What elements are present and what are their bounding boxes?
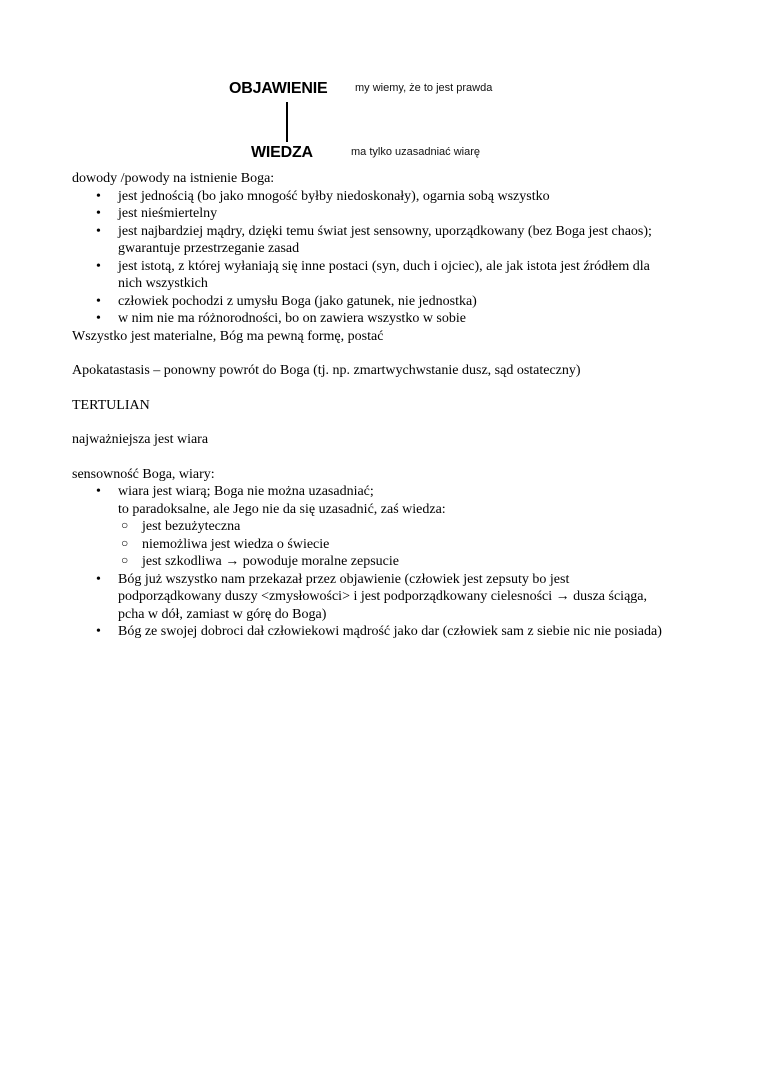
- list-item: • jest nieśmiertelny: [96, 206, 218, 221]
- bullet-icon: •: [96, 188, 101, 204]
- section2-list: [72, 483, 672, 641]
- bullet-icon: •: [96, 223, 101, 239]
- bullet-icon: •: [96, 258, 101, 274]
- bullet-icon: •: [96, 206, 101, 221]
- tertulian-line: najważniejsza jest wiara: [72, 432, 209, 447]
- circle-bullet-icon: ○: [121, 535, 129, 550]
- bullet-icon: •: [96, 293, 101, 309]
- circle-bullet-icon: ○: [121, 553, 129, 567]
- bullet-icon: •: [96, 571, 101, 587]
- section2-sublist: [118, 518, 672, 571]
- document-body: [72, 170, 672, 641]
- diagram-bottom-label: WIEDZA: [251, 144, 313, 161]
- section2-heading: sensowność Boga, wiary:: [72, 466, 215, 482]
- sub-list-item: ○ jest bezużyteczna: [121, 518, 241, 534]
- list-item: • jest jednością (bo jako mnogość byłby niedoskonały), ogarnia sobą wszystko: [96, 188, 550, 204]
- circle-bullet-icon: ○: [121, 518, 129, 532]
- section1-list: [72, 188, 672, 328]
- sub-list-item: ○ jest szkodliwa → powoduje moralne zepsucie: [121, 553, 399, 569]
- bullet-icon: •: [96, 484, 101, 499]
- list-item: • Bóg ze swojej dobroci dał człowiekowi mądrość jako dar (człowiek sam z siebie nic nie posiada): [96, 624, 662, 639]
- tertulian-heading: TERTULIAN: [72, 397, 150, 413]
- list-item: • jest najbardziej mądry, dzięki temu świat jest sensowny, uporządkowany (bez Boga jest chaos); gwarantuje przestrzeganie zasad: [96, 223, 652, 256]
- bullet-icon: •: [96, 624, 101, 639]
- list-item: • jest istotą, z której wyłaniają się inne postaci (syn, duch i ojciec), ale jak istota jest źródłem dla nich wszystkich: [96, 258, 650, 291]
- list-item: • Bóg już wszystko nam przekazał przez objawienie (człowiek jest zepsuty bo jest podporządkowany duszy <zmysłowości> i jest podporządkowany cielesności → dusza ściąga, pcha w dół, zamiast w górę do Boga): [96, 571, 647, 622]
- bullet-icon: •: [96, 311, 101, 326]
- diagram-top-label: OBJAWIENIE: [229, 80, 328, 97]
- section1-after: Wszystko jest materialne, Bóg ma pewną formę, postać: [72, 328, 384, 344]
- section1-heading: dowody /powody na istnienie Boga:: [72, 171, 275, 186]
- diagram-connector-line: [286, 102, 288, 142]
- list-item: • w nim nie ma różnorodności, bo on zawiera wszystko w sobie: [96, 311, 466, 326]
- diagram-bottom-note: ma tylko uzasadniać wiarę: [351, 146, 481, 158]
- list-item: • wiara jest wiarą; Boga nie można uzasadniać; to paradoksalne, ale Jego nie da się uzasadnić, zaś wiedza: ○ jest bezużyteczna ○ niemożliwa jest wiedza o świecie ○ jest szkodliwa → powoduje moralne zepsucie: [72, 483, 672, 571]
- apokatastasis-line: Apokatastasis – ponowny powrót do Boga (tj. np. zmartwychwstanie dusz, sąd ostateczny): [72, 363, 581, 378]
- sub-list-item: ○ niemożliwa jest wiedza o świecie: [121, 535, 330, 552]
- list-item: • człowiek pochodzi z umysłu Boga (jako gatunek, nie jednostka): [96, 293, 477, 309]
- diagram-top-note: my wiemy, że to jest prawda: [355, 82, 493, 94]
